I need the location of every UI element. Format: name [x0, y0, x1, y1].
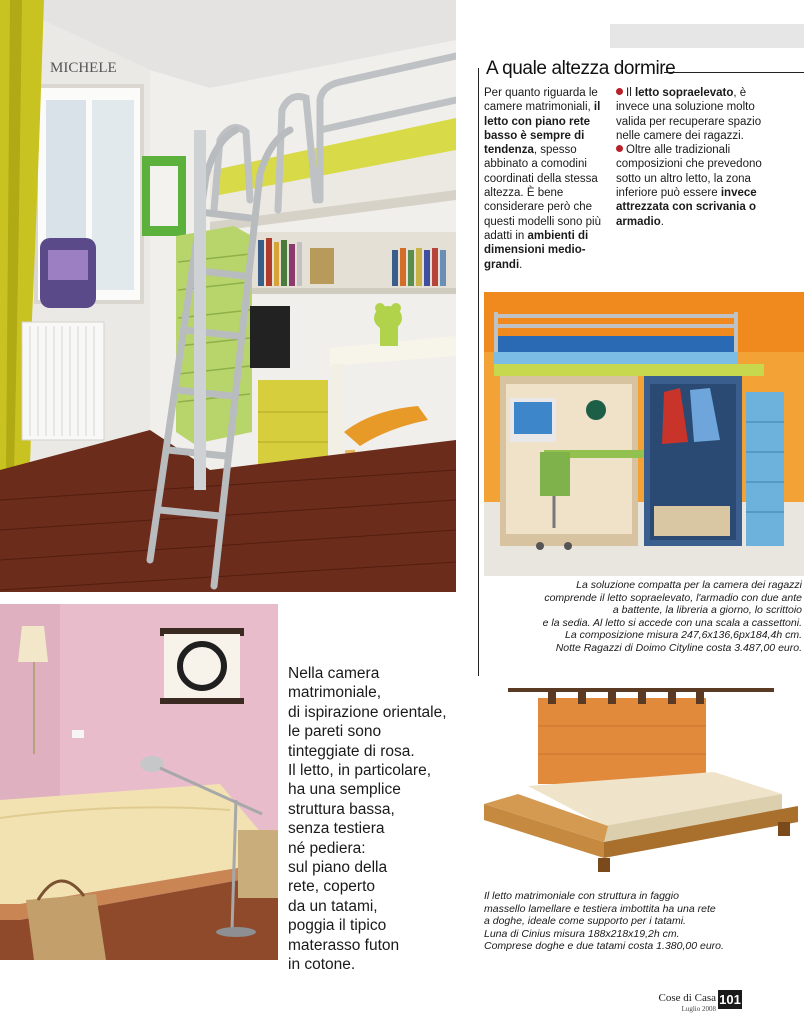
body-line: struttura bassa, — [288, 800, 395, 818]
sidebar-text: Per quanto riguarda le camere matrimoniali, — [484, 87, 598, 114]
sidebar-text: Oltre alle tradizionali composizioni che prevedono sotto un altro letto, la zona inferiore può essere — [616, 144, 762, 200]
futon-caption — [484, 890, 800, 953]
caption-line: a doghe, ideale come supporto per i tatami. — [484, 915, 686, 928]
body-line: tinteggiate di rosa. — [288, 742, 415, 760]
body-line: né pediera: — [288, 839, 366, 857]
sidebar-text-bold: ambienti di dimensioni medio-grandi — [484, 229, 589, 271]
michele-sign: MICHELE — [50, 60, 117, 76]
body-line: rete, coperto — [288, 878, 376, 896]
caption-line: Luna di Cinius misura 188x218x19,2h cm. — [484, 927, 680, 940]
caption-line: Il letto matrimoniale con struttura in faggio — [484, 890, 679, 902]
caption-line: Comprese doghe e due tatami costa 1.380,00 euro. — [484, 940, 724, 953]
body-line: matrimoniale, — [288, 684, 382, 702]
sidebar-text-bold: invece attrezzata con scrivania o armadio — [616, 187, 757, 228]
sidebar-text: . — [519, 258, 523, 271]
caption-line: comprende il letto sopraelevato, l'armadio con due ante — [544, 591, 802, 604]
sidebar-column-2 — [616, 86, 766, 229]
sidebar-text: , spesso abbinato a comodini coordinati della stessa altezza. È bene considerare però che questi modelli sono più adatti in — [484, 144, 601, 242]
loft-bedroom-photo — [0, 0, 456, 592]
futon-bed-illustration — [478, 676, 804, 886]
red-bullet-icon — [616, 88, 623, 95]
sidebar-column-1 — [484, 86, 612, 272]
body-line: materasso futon — [288, 936, 400, 954]
body-line: Nella camera — [288, 665, 380, 682]
body-line: di ispirazione orientale, — [288, 703, 447, 721]
caption-line: La composizione misura 247,6x136,6px184,4h cm. — [565, 629, 802, 642]
body-line: ha una semplice — [288, 781, 401, 799]
loft-bedroom-illustration — [0, 0, 456, 592]
issue-date: Luglio 2008 — [681, 1005, 716, 1013]
caption-line: massello lamellare e testiera imbottita ha una rete — [484, 902, 716, 915]
faded-header-band — [610, 24, 804, 48]
body-line: in cotone. — [288, 956, 356, 974]
sidebar-title: A quale altezza dormire — [486, 58, 676, 79]
product-caption — [486, 579, 802, 655]
sidebar-text: . — [660, 215, 664, 228]
red-bullet-icon — [616, 145, 623, 152]
loft-product-illustration — [484, 292, 804, 576]
sidebar-bullet-item — [616, 143, 766, 229]
caption-line: a battente, la libreria a giorno, lo scrittoio — [612, 604, 802, 617]
sidebar-text-bold: il letto con piano rete basso è sempre di tendenza — [484, 101, 601, 157]
caption-line: La soluzione compatta per la camera dei ragazzi — [576, 579, 802, 591]
sidebar-text: , è invece una soluzione molto valida per recuperare spazio nelle camere dei ragazzi. — [616, 87, 762, 142]
sidebar-text: Il — [626, 87, 635, 99]
sidebar-border-top — [664, 72, 804, 73]
body-line: senza testiera — [288, 820, 385, 838]
sidebar-text-bold: letto sopraelevato — [634, 87, 734, 99]
body-line: le pareti sono — [288, 723, 382, 741]
sidebar-bullet-item — [616, 86, 766, 143]
page-number: 101 — [719, 992, 741, 1007]
caption-line: e la sedia. Al letto si accede con una scala a cassettoni. — [542, 616, 802, 629]
article-body-text — [288, 664, 458, 975]
body-line: da un tatami, — [288, 897, 378, 915]
magazine-name: Cose di Casa — [658, 992, 716, 1004]
caption-line: Notte Ragazzi di Doimo Cityline costa 3.487,00 euro. — [555, 641, 802, 654]
pink-bedroom-illustration — [0, 604, 278, 960]
body-line: sul piano della — [288, 859, 388, 877]
futon-bed-photo — [478, 676, 804, 886]
body-line: poggia il tipico — [288, 917, 387, 935]
loft-product-photo — [484, 292, 804, 576]
body-line: Il letto, in particolare, — [288, 762, 432, 780]
pink-bedroom-photo — [0, 604, 278, 960]
